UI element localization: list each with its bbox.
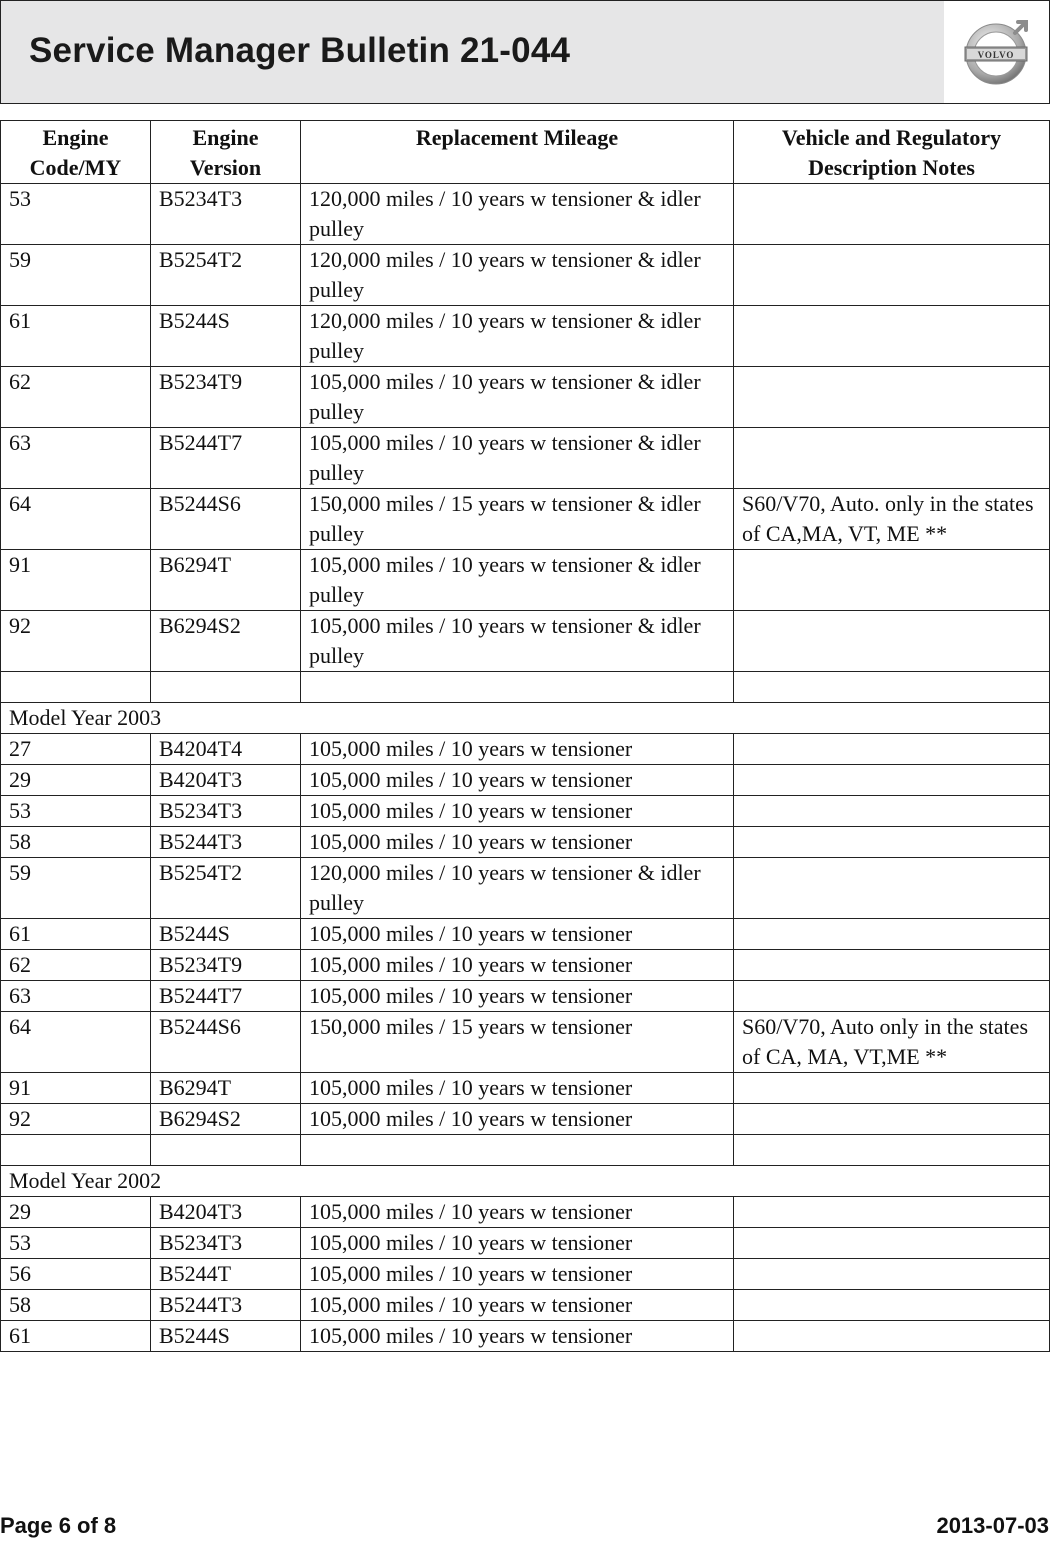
table-row (1, 1290, 1050, 1321)
table-row (1, 1228, 1050, 1259)
notes-cell (734, 1259, 1050, 1290)
engine-version-cell: B5244T7 (151, 428, 301, 489)
engine-version-cell: B5244T3 (151, 1290, 301, 1321)
notes-cell (734, 184, 1050, 245)
notes-cell (734, 1290, 1050, 1321)
notes-cell (734, 981, 1050, 1012)
table-row (1, 306, 1050, 367)
column-header-engine-version: Engine Version (151, 121, 301, 184)
notes-cell: S60/V70, Auto only in the states of CA, MA, VT,ME ** (734, 1012, 1050, 1073)
table-row (1, 550, 1050, 611)
notes-cell: S60/V70, Auto. only in the states of CA,MA, VT, ME ** (734, 489, 1050, 550)
table-row (1, 734, 1050, 765)
engine-code-cell: 63 (1, 981, 151, 1012)
page-number: Page 6 of 8 (0, 1513, 117, 1538)
engine-version-cell: B5254T2 (151, 858, 301, 919)
engine-code-cell: 27 (1, 734, 151, 765)
table-row (1, 489, 1050, 550)
engine-code-cell: 92 (1, 611, 151, 672)
engine-version-cell: B5244T3 (151, 827, 301, 858)
engine-code-cell: 63 (1, 428, 151, 489)
empty-cell (1, 1135, 151, 1166)
table-row (1, 1321, 1050, 1352)
table-row (1, 184, 1050, 245)
notes-cell (734, 611, 1050, 672)
replacement-mileage-cell: 105,000 miles / 10 years w tensioner (301, 1228, 734, 1259)
replacement-mileage-cell: 120,000 miles / 10 years w tensioner & idler pulley (301, 245, 734, 306)
engine-code-cell: 61 (1, 306, 151, 367)
engine-version-cell: B5244T (151, 1259, 301, 1290)
column-header-replacement-mileage: Replacement Mileage (301, 121, 734, 184)
replacement-mileage-cell: 120,000 miles / 10 years w tensioner & idler pulley (301, 858, 734, 919)
page-title: Service Manager Bulletin 21-044 (29, 31, 571, 70)
column-header-notes: Vehicle and Regulatory Description Notes (734, 121, 1050, 184)
engine-version-cell: B5244S (151, 919, 301, 950)
empty-cell (1, 672, 151, 703)
engine-version-cell: B5234T9 (151, 950, 301, 981)
replacement-mileage-cell: 105,000 miles / 10 years w tensioner & idler pulley (301, 367, 734, 428)
table-row (1, 919, 1050, 950)
engine-version-cell: B4204T3 (151, 765, 301, 796)
replacement-mileage-cell: 105,000 miles / 10 years w tensioner & idler pulley (301, 550, 734, 611)
table-row (1, 611, 1050, 672)
column-header-engine-code: Engine Code/MY (1, 121, 151, 184)
engine-version-cell: B5244S6 (151, 489, 301, 550)
notes-cell (734, 367, 1050, 428)
engine-version-cell: B5254T2 (151, 245, 301, 306)
empty-cell (151, 1135, 301, 1166)
engine-version-cell: B5234T3 (151, 1228, 301, 1259)
section-row (1, 1166, 1050, 1197)
replacement-mileage-cell: 105,000 miles / 10 years w tensioner (301, 1197, 734, 1228)
engine-code-cell: 53 (1, 184, 151, 245)
table-row (1, 1197, 1050, 1228)
engine-code-cell: 56 (1, 1259, 151, 1290)
engine-code-cell: 59 (1, 858, 151, 919)
notes-cell (734, 765, 1050, 796)
empty-cell (151, 672, 301, 703)
engine-code-cell: 91 (1, 1073, 151, 1104)
table-row (1, 858, 1050, 919)
notes-cell (734, 919, 1050, 950)
engine-code-cell: 59 (1, 245, 151, 306)
replacement-mileage-cell: 105,000 miles / 10 years w tensioner (301, 919, 734, 950)
engine-code-cell: 92 (1, 1104, 151, 1135)
replacement-mileage-cell: 120,000 miles / 10 years w tensioner & idler pulley (301, 306, 734, 367)
section-label: Model Year 2002 (1, 1166, 1050, 1197)
replacement-mileage-cell: 105,000 miles / 10 years w tensioner (301, 1259, 734, 1290)
empty-cell (734, 672, 1050, 703)
table-row (1, 428, 1050, 489)
engine-code-cell: 61 (1, 1321, 151, 1352)
engine-code-cell: 58 (1, 1290, 151, 1321)
notes-cell (734, 1321, 1050, 1352)
notes-cell (734, 1228, 1050, 1259)
engine-version-cell: B6294S2 (151, 611, 301, 672)
notes-cell (734, 950, 1050, 981)
table-row (1, 765, 1050, 796)
notes-cell (734, 550, 1050, 611)
notes-cell (734, 1104, 1050, 1135)
engine-version-cell: B5244T7 (151, 981, 301, 1012)
table-row (1, 367, 1050, 428)
table-row (1, 1012, 1050, 1073)
replacement-mileage-cell: 105,000 miles / 10 years w tensioner (301, 981, 734, 1012)
notes-cell (734, 245, 1050, 306)
empty-cell (301, 1135, 734, 1166)
engine-code-cell: 62 (1, 950, 151, 981)
volvo-logo-icon (963, 16, 1033, 88)
engine-code-cell: 61 (1, 919, 151, 950)
replacement-mileage-cell: 150,000 miles / 15 years w tensioner & idler pulley (301, 489, 734, 550)
engine-code-cell: 91 (1, 550, 151, 611)
notes-cell (734, 734, 1050, 765)
engine-code-cell: 53 (1, 796, 151, 827)
engine-version-cell: B5244S6 (151, 1012, 301, 1073)
engine-version-cell: B4204T4 (151, 734, 301, 765)
engine-version-cell: B5234T3 (151, 184, 301, 245)
replacement-mileage-cell: 120,000 miles / 10 years w tensioner & idler pulley (301, 184, 734, 245)
table-row (1, 1073, 1050, 1104)
replacement-mileage-cell: 150,000 miles / 15 years w tensioner (301, 1012, 734, 1073)
bulletin-date: 2013-07-03 (936, 1513, 1049, 1538)
table-row (1, 796, 1050, 827)
engine-code-cell: 64 (1, 1012, 151, 1073)
table-row (1, 1104, 1050, 1135)
engine-code-cell: 29 (1, 765, 151, 796)
section-label: Model Year 2003 (1, 703, 1050, 734)
notes-cell (734, 428, 1050, 489)
notes-cell (734, 858, 1050, 919)
replacement-mileage-cell: 105,000 miles / 10 years w tensioner (301, 765, 734, 796)
notes-cell (734, 1197, 1050, 1228)
engine-code-cell: 62 (1, 367, 151, 428)
empty-cell (301, 672, 734, 703)
page-header (0, 0, 1050, 104)
svg-text:VOLVO: VOLVO (977, 50, 1015, 60)
spacer-row (1, 672, 1050, 703)
replacement-mileage-cell: 105,000 miles / 10 years w tensioner (301, 796, 734, 827)
table-header-row (1, 121, 1050, 184)
replacement-mileage-cell: 105,000 miles / 10 years w tensioner & idler pulley (301, 611, 734, 672)
table-row (1, 245, 1050, 306)
engine-code-cell: 53 (1, 1228, 151, 1259)
table-row (1, 981, 1050, 1012)
table-row (1, 1259, 1050, 1290)
section-row (1, 703, 1050, 734)
table-row (1, 827, 1050, 858)
engine-version-cell: B6294T (151, 550, 301, 611)
empty-cell (734, 1135, 1050, 1166)
engine-version-cell: B4204T3 (151, 1197, 301, 1228)
engine-code-cell: 64 (1, 489, 151, 550)
replacement-mileage-cell: 105,000 miles / 10 years w tensioner & idler pulley (301, 428, 734, 489)
replacement-mileage-cell: 105,000 miles / 10 years w tensioner (301, 1290, 734, 1321)
engine-version-cell: B5244S (151, 1321, 301, 1352)
engine-version-cell: B6294T (151, 1073, 301, 1104)
replacement-mileage-cell: 105,000 miles / 10 years w tensioner (301, 1321, 734, 1352)
engine-version-cell: B6294S2 (151, 1104, 301, 1135)
engine-mileage-table (0, 120, 1050, 1352)
replacement-mileage-cell: 105,000 miles / 10 years w tensioner (301, 827, 734, 858)
notes-cell (734, 1073, 1050, 1104)
replacement-mileage-cell: 105,000 miles / 10 years w tensioner (301, 1073, 734, 1104)
notes-cell (734, 306, 1050, 367)
replacement-mileage-cell: 105,000 miles / 10 years w tensioner (301, 734, 734, 765)
notes-cell (734, 796, 1050, 827)
replacement-mileage-cell: 105,000 miles / 10 years w tensioner (301, 950, 734, 981)
engine-code-cell: 29 (1, 1197, 151, 1228)
replacement-mileage-cell: 105,000 miles / 10 years w tensioner (301, 1104, 734, 1135)
engine-code-cell: 58 (1, 827, 151, 858)
engine-version-cell: B5244S (151, 306, 301, 367)
spacer-row (1, 1135, 1050, 1166)
notes-cell (734, 827, 1050, 858)
engine-version-cell: B5234T3 (151, 796, 301, 827)
engine-version-cell: B5234T9 (151, 367, 301, 428)
table-row (1, 950, 1050, 981)
